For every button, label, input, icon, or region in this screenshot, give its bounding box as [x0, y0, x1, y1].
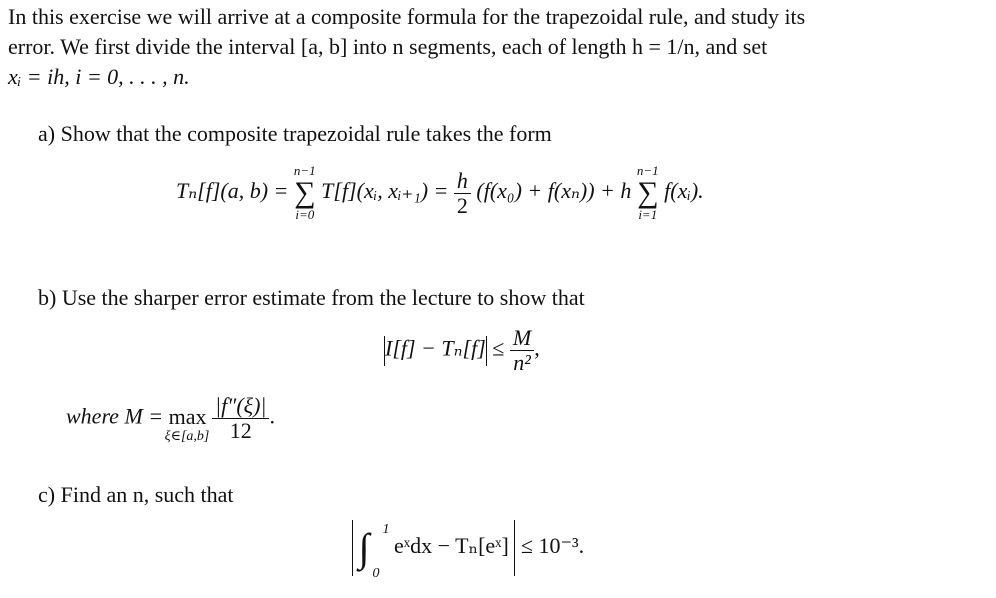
part-b-label: b)	[38, 285, 57, 310]
formula-tail: f(xᵢ).	[664, 178, 704, 204]
where-end: .	[269, 403, 275, 429]
formula-lhs: Tₙ[f](a, b) =	[176, 178, 289, 204]
sum2-lower: i=1	[638, 207, 658, 222]
part-b	[38, 284, 585, 312]
error-end: ,	[534, 335, 540, 361]
integral-lower: 0	[372, 566, 380, 581]
sigma-icon: ∑	[637, 176, 659, 209]
where-prefix: where M =	[66, 403, 164, 429]
error-denominator: n²	[510, 350, 534, 375]
frac-numerator: h	[456, 167, 468, 193]
abs-bar-right	[486, 336, 487, 366]
error-fraction	[510, 326, 534, 375]
part-c-text: Find an n, such that	[60, 482, 234, 507]
integral-operator	[358, 522, 390, 581]
intro-paragraph	[8, 2, 988, 92]
sum-symbol-2	[637, 164, 659, 222]
max-subscript: ξ∈[a,b]	[164, 428, 210, 444]
error-numerator: M	[512, 325, 532, 350]
integral-rhs: ≤ 10⁻³.	[520, 533, 585, 559]
sum-symbol-1	[294, 164, 316, 222]
intro-line-2: error. We first divide the interval [a, b] into n segments, each of length h = 1/n, and set	[8, 34, 768, 59]
sum1-lower: i=0	[295, 207, 315, 222]
integral-inequality	[352, 520, 585, 581]
formula-mid: (f(x₀) + f(xₙ)) + h	[476, 178, 632, 204]
integrand: eˣdx − Tₙ[eˣ]	[394, 533, 509, 559]
le-sign: ≤	[492, 335, 505, 361]
sigma-icon: ∑	[294, 176, 316, 209]
where-fraction	[212, 394, 269, 443]
intro-line-3: xᵢ = ih, i = 0, . . . , n.	[8, 64, 190, 89]
frac-denominator: 2	[454, 193, 471, 218]
part-c-label: c)	[38, 482, 56, 507]
where-numerator: |f″(ξ)|	[215, 393, 267, 418]
intro-line-1: In this exercise we will arrive at a composite formula for the trapezoidal rule, and study its	[8, 4, 806, 29]
part-a	[38, 120, 552, 148]
abs-bar-left	[352, 520, 353, 576]
part-b-text: Use the sharper error estimate from the lecture to show that	[61, 285, 585, 310]
sum2-upper: n−1	[636, 163, 659, 178]
formula-term: T[f](xᵢ, xᵢ₊₁) =	[321, 178, 449, 204]
sum1-upper: n−1	[293, 163, 316, 178]
part-c	[38, 481, 234, 509]
max-text: max	[168, 403, 207, 429]
where-denominator: 12	[212, 418, 269, 443]
error-lhs: I[f] − Tₙ[f]	[385, 335, 486, 361]
max-operator	[164, 403, 210, 444]
abs-bar-right	[514, 520, 515, 576]
integral-icon: ∫	[358, 525, 370, 570]
part-a-label: a)	[38, 121, 56, 146]
trapezoid-formula	[176, 164, 704, 222]
part-a-text: Show that the composite trapezoidal rule takes the form	[60, 121, 552, 146]
error-inequality	[384, 326, 540, 375]
integral-upper: 1	[382, 522, 390, 537]
where-clause	[66, 394, 275, 443]
formula-fraction	[454, 169, 471, 218]
